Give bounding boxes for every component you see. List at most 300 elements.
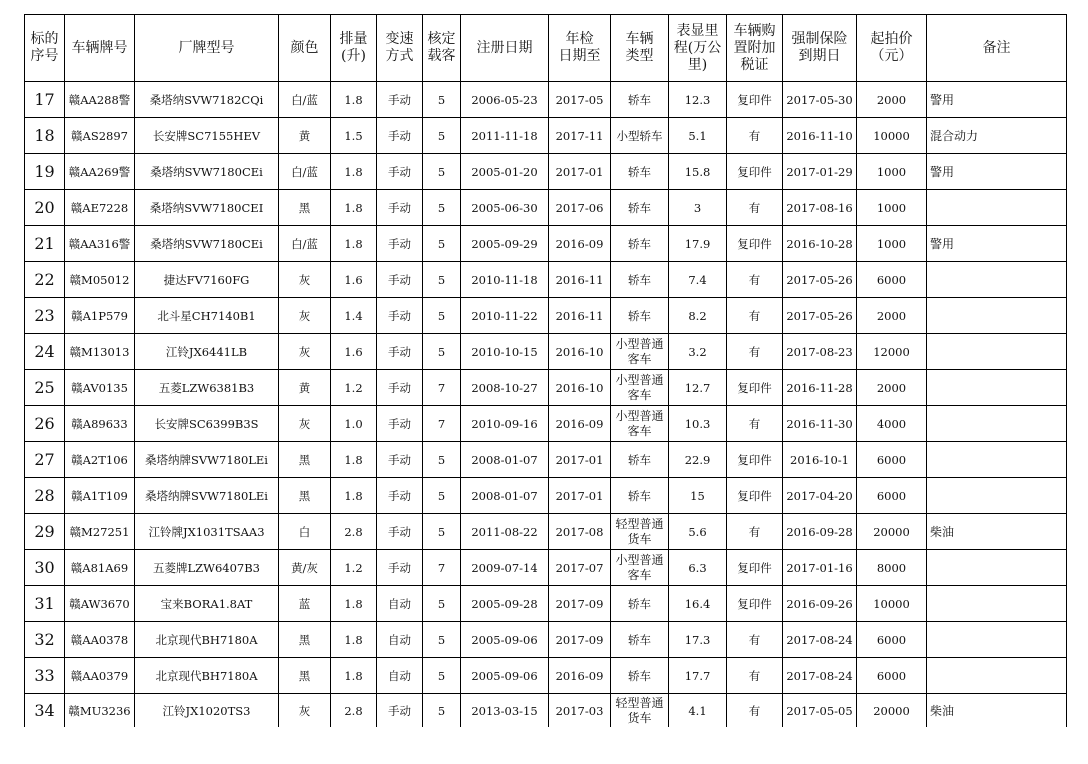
seats-cell: 7	[423, 370, 461, 406]
mileage-cell: 3	[669, 190, 727, 226]
displacement-cell: 1.8	[331, 190, 377, 226]
vehicle-auction-table	[24, 14, 1067, 727]
color-cell: 黄	[279, 370, 331, 406]
mileage-cell: 7.4	[669, 262, 727, 298]
displacement-cell: 1.8	[331, 154, 377, 190]
color-cell: 灰	[279, 298, 331, 334]
inspection-until-cell: 2017-01	[549, 442, 611, 478]
table-row	[25, 550, 1067, 586]
table-row	[25, 190, 1067, 226]
remarks-cell	[927, 190, 1067, 226]
insurance-expiry-cell: 2017-08-23	[783, 334, 857, 370]
color-cell: 白/蓝	[279, 226, 331, 262]
table-row	[25, 226, 1067, 262]
seats-cell: 5	[423, 226, 461, 262]
lot-number-cell: 31	[25, 586, 65, 622]
plate-number-cell: 赣AA316警	[65, 226, 135, 262]
insurance-expiry-cell: 2017-04-20	[783, 478, 857, 514]
inspection-until-cell: 2016-09	[549, 658, 611, 694]
color-cell: 白	[279, 514, 331, 550]
purchase-tax-certificate-cell: 有	[727, 694, 783, 728]
starting-price-cell: 4000	[857, 406, 927, 442]
mileage-cell: 12.7	[669, 370, 727, 406]
lot-number-cell: 34	[25, 694, 65, 728]
color-cell: 灰	[279, 694, 331, 728]
mileage-cell: 8.2	[669, 298, 727, 334]
lot-number-cell: 19	[25, 154, 65, 190]
table-row	[25, 298, 1067, 334]
make-model-cell: 桑塔纳SVW7180CEi	[135, 154, 279, 190]
transmission-cell: 手动	[377, 262, 423, 298]
make-model-cell: 桑塔纳SVW7180CEi	[135, 226, 279, 262]
make-model-cell: 北斗星CH7140B1	[135, 298, 279, 334]
displacement-cell: 1.6	[331, 262, 377, 298]
plate-number-cell: 赣MU3236	[65, 694, 135, 728]
transmission-cell: 手动	[377, 514, 423, 550]
registration-date-cell: 2008-01-07	[461, 478, 549, 514]
insurance-expiry-cell: 2016-09-26	[783, 586, 857, 622]
insurance-expiry-cell: 2016-09-28	[783, 514, 857, 550]
registration-date-cell: 2005-06-30	[461, 190, 549, 226]
color-cell: 白/蓝	[279, 154, 331, 190]
table-row	[25, 694, 1067, 728]
remarks-cell	[927, 262, 1067, 298]
transmission-cell: 自动	[377, 622, 423, 658]
column-header: 排量 (升)	[331, 15, 377, 82]
remarks-cell	[927, 478, 1067, 514]
lot-number-cell: 24	[25, 334, 65, 370]
mileage-cell: 15.8	[669, 154, 727, 190]
remarks-cell: 警用	[927, 154, 1067, 190]
column-header: 厂牌型号	[135, 15, 279, 82]
table-row	[25, 118, 1067, 154]
displacement-cell: 1.8	[331, 586, 377, 622]
vehicle-type-cell: 小型普通 客车	[611, 550, 669, 586]
seats-cell: 5	[423, 442, 461, 478]
lot-number-cell: 17	[25, 82, 65, 118]
column-header: 起拍价 （元）	[857, 15, 927, 82]
registration-date-cell: 2009-07-14	[461, 550, 549, 586]
make-model-cell: 长安牌SC7155HEV	[135, 118, 279, 154]
seats-cell: 7	[423, 550, 461, 586]
plate-number-cell: 赣AA288警	[65, 82, 135, 118]
color-cell: 蓝	[279, 586, 331, 622]
vehicle-type-cell: 轿车	[611, 442, 669, 478]
plate-number-cell: 赣AV0135	[65, 370, 135, 406]
displacement-cell: 1.8	[331, 442, 377, 478]
purchase-tax-certificate-cell: 有	[727, 658, 783, 694]
starting-price-cell: 6000	[857, 262, 927, 298]
seats-cell: 7	[423, 406, 461, 442]
displacement-cell: 1.8	[331, 82, 377, 118]
starting-price-cell: 1000	[857, 190, 927, 226]
plate-number-cell: 赣AA0379	[65, 658, 135, 694]
purchase-tax-certificate-cell: 有	[727, 514, 783, 550]
vehicle-type-cell: 轿车	[611, 190, 669, 226]
displacement-cell: 2.8	[331, 514, 377, 550]
starting-price-cell: 6000	[857, 442, 927, 478]
mileage-cell: 17.9	[669, 226, 727, 262]
table-body	[25, 82, 1067, 728]
plate-number-cell: 赣AW3670	[65, 586, 135, 622]
color-cell: 灰	[279, 262, 331, 298]
inspection-until-cell: 2016-11	[549, 298, 611, 334]
header-row	[25, 15, 1067, 82]
starting-price-cell: 20000	[857, 514, 927, 550]
table-row	[25, 406, 1067, 442]
insurance-expiry-cell: 2017-01-16	[783, 550, 857, 586]
displacement-cell: 1.6	[331, 334, 377, 370]
lot-number-cell: 28	[25, 478, 65, 514]
lot-number-cell: 30	[25, 550, 65, 586]
registration-date-cell: 2010-09-16	[461, 406, 549, 442]
purchase-tax-certificate-cell: 复印件	[727, 226, 783, 262]
displacement-cell: 1.8	[331, 478, 377, 514]
registration-date-cell: 2008-10-27	[461, 370, 549, 406]
starting-price-cell: 10000	[857, 118, 927, 154]
remarks-cell: 警用	[927, 82, 1067, 118]
registration-date-cell: 2005-01-20	[461, 154, 549, 190]
make-model-cell: 桑塔纳牌SVW7180LEi	[135, 442, 279, 478]
displacement-cell: 1.2	[331, 550, 377, 586]
plate-number-cell: 赣A2T106	[65, 442, 135, 478]
column-header: 备注	[927, 15, 1067, 82]
purchase-tax-certificate-cell: 有	[727, 622, 783, 658]
inspection-until-cell: 2017-06	[549, 190, 611, 226]
vehicle-type-cell: 小型普通 客车	[611, 370, 669, 406]
vehicle-type-cell: 轻型普通 货车	[611, 514, 669, 550]
inspection-until-cell: 2017-07	[549, 550, 611, 586]
purchase-tax-certificate-cell: 复印件	[727, 82, 783, 118]
inspection-until-cell: 2016-09	[549, 406, 611, 442]
mileage-cell: 17.3	[669, 622, 727, 658]
starting-price-cell: 6000	[857, 622, 927, 658]
purchase-tax-certificate-cell: 复印件	[727, 370, 783, 406]
inspection-until-cell: 2017-09	[549, 586, 611, 622]
make-model-cell: 江铃牌JX1031TSAA3	[135, 514, 279, 550]
table-row	[25, 658, 1067, 694]
purchase-tax-certificate-cell: 复印件	[727, 550, 783, 586]
purchase-tax-certificate-cell: 复印件	[727, 478, 783, 514]
starting-price-cell: 2000	[857, 82, 927, 118]
inspection-until-cell: 2017-08	[549, 514, 611, 550]
lot-number-cell: 25	[25, 370, 65, 406]
lot-number-cell: 29	[25, 514, 65, 550]
purchase-tax-certificate-cell: 有	[727, 118, 783, 154]
column-header: 注册日期	[461, 15, 549, 82]
lot-number-cell: 33	[25, 658, 65, 694]
purchase-tax-certificate-cell: 有	[727, 262, 783, 298]
vehicle-auction-table-container	[24, 14, 1067, 727]
lot-number-cell: 23	[25, 298, 65, 334]
purchase-tax-certificate-cell: 复印件	[727, 442, 783, 478]
column-header: 颜色	[279, 15, 331, 82]
remarks-cell	[927, 622, 1067, 658]
registration-date-cell: 2008-01-07	[461, 442, 549, 478]
transmission-cell: 手动	[377, 190, 423, 226]
vehicle-type-cell: 小型普通 客车	[611, 406, 669, 442]
registration-date-cell: 2013-03-15	[461, 694, 549, 728]
table-row	[25, 442, 1067, 478]
plate-number-cell: 赣A89633	[65, 406, 135, 442]
inspection-until-cell: 2016-10	[549, 334, 611, 370]
mileage-cell: 4.1	[669, 694, 727, 728]
insurance-expiry-cell: 2017-08-24	[783, 658, 857, 694]
vehicle-type-cell: 小型普通 客车	[611, 334, 669, 370]
column-header: 标的 序号	[25, 15, 65, 82]
seats-cell: 5	[423, 514, 461, 550]
lot-number-cell: 26	[25, 406, 65, 442]
seats-cell: 5	[423, 586, 461, 622]
make-model-cell: 北京现代BH7180A	[135, 622, 279, 658]
displacement-cell: 1.4	[331, 298, 377, 334]
starting-price-cell: 10000	[857, 586, 927, 622]
seats-cell: 5	[423, 154, 461, 190]
column-header: 车辆牌号	[65, 15, 135, 82]
seats-cell: 5	[423, 190, 461, 226]
insurance-expiry-cell: 2017-05-26	[783, 262, 857, 298]
make-model-cell: 桑塔纳SVW7182CQi	[135, 82, 279, 118]
plate-number-cell: 赣AA269警	[65, 154, 135, 190]
transmission-cell: 自动	[377, 658, 423, 694]
insurance-expiry-cell: 2016-11-10	[783, 118, 857, 154]
inspection-until-cell: 2017-05	[549, 82, 611, 118]
make-model-cell: 长安牌SC6399B3S	[135, 406, 279, 442]
displacement-cell: 1.2	[331, 370, 377, 406]
transmission-cell: 手动	[377, 442, 423, 478]
vehicle-type-cell: 轻型普通 货车	[611, 694, 669, 728]
inspection-until-cell: 2016-09	[549, 226, 611, 262]
seats-cell: 5	[423, 82, 461, 118]
mileage-cell: 16.4	[669, 586, 727, 622]
remarks-cell	[927, 370, 1067, 406]
transmission-cell: 手动	[377, 550, 423, 586]
color-cell: 黑	[279, 442, 331, 478]
remarks-cell	[927, 442, 1067, 478]
remarks-cell	[927, 586, 1067, 622]
column-header: 强制保险 到期日	[783, 15, 857, 82]
mileage-cell: 3.2	[669, 334, 727, 370]
seats-cell: 5	[423, 622, 461, 658]
starting-price-cell: 8000	[857, 550, 927, 586]
transmission-cell: 手动	[377, 226, 423, 262]
make-model-cell: 江铃JX1020TS3	[135, 694, 279, 728]
starting-price-cell: 2000	[857, 370, 927, 406]
insurance-expiry-cell: 2016-10-1	[783, 442, 857, 478]
vehicle-type-cell: 轿车	[611, 154, 669, 190]
vehicle-type-cell: 轿车	[611, 262, 669, 298]
transmission-cell: 手动	[377, 334, 423, 370]
make-model-cell: 五菱牌LZW6407B3	[135, 550, 279, 586]
lot-number-cell: 18	[25, 118, 65, 154]
make-model-cell: 江铃JX6441LB	[135, 334, 279, 370]
inspection-until-cell: 2017-01	[549, 154, 611, 190]
vehicle-type-cell: 轿车	[611, 478, 669, 514]
lot-number-cell: 20	[25, 190, 65, 226]
registration-date-cell: 2010-11-22	[461, 298, 549, 334]
registration-date-cell: 2011-08-22	[461, 514, 549, 550]
registration-date-cell: 2005-09-28	[461, 586, 549, 622]
purchase-tax-certificate-cell: 有	[727, 334, 783, 370]
registration-date-cell: 2010-11-18	[461, 262, 549, 298]
plate-number-cell: 赣AA0378	[65, 622, 135, 658]
displacement-cell: 1.0	[331, 406, 377, 442]
table-row	[25, 370, 1067, 406]
mileage-cell: 12.3	[669, 82, 727, 118]
vehicle-type-cell: 轿车	[611, 82, 669, 118]
displacement-cell: 1.8	[331, 658, 377, 694]
seats-cell: 5	[423, 694, 461, 728]
mileage-cell: 10.3	[669, 406, 727, 442]
transmission-cell: 手动	[377, 370, 423, 406]
remarks-cell: 混合动力	[927, 118, 1067, 154]
plate-number-cell: 赣M05012	[65, 262, 135, 298]
remarks-cell	[927, 406, 1067, 442]
starting-price-cell: 6000	[857, 658, 927, 694]
starting-price-cell: 12000	[857, 334, 927, 370]
color-cell: 白/蓝	[279, 82, 331, 118]
inspection-until-cell: 2017-09	[549, 622, 611, 658]
starting-price-cell: 6000	[857, 478, 927, 514]
make-model-cell: 宝来BORA1.8AT	[135, 586, 279, 622]
inspection-until-cell: 2016-10	[549, 370, 611, 406]
make-model-cell: 北京现代BH7180A	[135, 658, 279, 694]
vehicle-type-cell: 轿车	[611, 622, 669, 658]
remarks-cell: 警用	[927, 226, 1067, 262]
transmission-cell: 手动	[377, 406, 423, 442]
mileage-cell: 17.7	[669, 658, 727, 694]
color-cell: 黄	[279, 118, 331, 154]
seats-cell: 5	[423, 478, 461, 514]
column-header: 变速 方式	[377, 15, 423, 82]
mileage-cell: 22.9	[669, 442, 727, 478]
transmission-cell: 自动	[377, 586, 423, 622]
remarks-cell	[927, 658, 1067, 694]
inspection-until-cell: 2017-01	[549, 478, 611, 514]
starting-price-cell: 2000	[857, 298, 927, 334]
registration-date-cell: 2011-11-18	[461, 118, 549, 154]
plate-number-cell: 赣M13013	[65, 334, 135, 370]
table-row	[25, 586, 1067, 622]
color-cell: 黑	[279, 478, 331, 514]
transmission-cell: 手动	[377, 82, 423, 118]
insurance-expiry-cell: 2017-08-16	[783, 190, 857, 226]
plate-number-cell: 赣A1P579	[65, 298, 135, 334]
seats-cell: 5	[423, 298, 461, 334]
insurance-expiry-cell: 2017-05-26	[783, 298, 857, 334]
purchase-tax-certificate-cell: 有	[727, 190, 783, 226]
seats-cell: 5	[423, 118, 461, 154]
vehicle-type-cell: 小型轿车	[611, 118, 669, 154]
insurance-expiry-cell: 2017-05-05	[783, 694, 857, 728]
purchase-tax-certificate-cell: 有	[727, 298, 783, 334]
table-row	[25, 622, 1067, 658]
column-header: 核定 载客	[423, 15, 461, 82]
registration-date-cell: 2005-09-06	[461, 622, 549, 658]
inspection-until-cell: 2017-03	[549, 694, 611, 728]
column-header: 年检 日期至	[549, 15, 611, 82]
vehicle-type-cell: 轿车	[611, 658, 669, 694]
transmission-cell: 手动	[377, 298, 423, 334]
mileage-cell: 6.3	[669, 550, 727, 586]
remarks-cell	[927, 550, 1067, 586]
make-model-cell: 桑塔纳SVW7180CEI	[135, 190, 279, 226]
inspection-until-cell: 2017-11	[549, 118, 611, 154]
transmission-cell: 手动	[377, 694, 423, 728]
table-row	[25, 478, 1067, 514]
purchase-tax-certificate-cell: 复印件	[727, 154, 783, 190]
table-row	[25, 154, 1067, 190]
insurance-expiry-cell: 2017-08-24	[783, 622, 857, 658]
seats-cell: 5	[423, 658, 461, 694]
displacement-cell: 1.8	[331, 622, 377, 658]
insurance-expiry-cell: 2017-01-29	[783, 154, 857, 190]
registration-date-cell: 2010-10-15	[461, 334, 549, 370]
plate-number-cell: 赣AS2897	[65, 118, 135, 154]
seats-cell: 5	[423, 334, 461, 370]
displacement-cell: 1.5	[331, 118, 377, 154]
purchase-tax-certificate-cell: 有	[727, 406, 783, 442]
plate-number-cell: 赣A81A69	[65, 550, 135, 586]
insurance-expiry-cell: 2016-11-30	[783, 406, 857, 442]
table-row	[25, 334, 1067, 370]
remarks-cell: 柴油	[927, 514, 1067, 550]
starting-price-cell: 1000	[857, 226, 927, 262]
mileage-cell: 5.6	[669, 514, 727, 550]
purchase-tax-certificate-cell: 复印件	[727, 586, 783, 622]
color-cell: 灰	[279, 406, 331, 442]
make-model-cell: 桑塔纳牌SVW7180LEi	[135, 478, 279, 514]
column-header: 车辆 类型	[611, 15, 669, 82]
remarks-cell	[927, 298, 1067, 334]
mileage-cell: 15	[669, 478, 727, 514]
transmission-cell: 手动	[377, 118, 423, 154]
color-cell: 灰	[279, 334, 331, 370]
insurance-expiry-cell: 2016-10-28	[783, 226, 857, 262]
color-cell: 黄/灰	[279, 550, 331, 586]
seats-cell: 5	[423, 262, 461, 298]
make-model-cell: 五菱LZW6381B3	[135, 370, 279, 406]
registration-date-cell: 2006-05-23	[461, 82, 549, 118]
registration-date-cell: 2005-09-06	[461, 658, 549, 694]
starting-price-cell: 1000	[857, 154, 927, 190]
color-cell: 黑	[279, 622, 331, 658]
transmission-cell: 手动	[377, 154, 423, 190]
lot-number-cell: 27	[25, 442, 65, 478]
table-row	[25, 262, 1067, 298]
table-row	[25, 82, 1067, 118]
remarks-cell: 柴油	[927, 694, 1067, 728]
starting-price-cell: 20000	[857, 694, 927, 728]
make-model-cell: 捷达FV7160FG	[135, 262, 279, 298]
inspection-until-cell: 2016-11	[549, 262, 611, 298]
remarks-cell	[927, 334, 1067, 370]
displacement-cell: 2.8	[331, 694, 377, 728]
lot-number-cell: 22	[25, 262, 65, 298]
plate-number-cell: 赣A1T109	[65, 478, 135, 514]
lot-number-cell: 21	[25, 226, 65, 262]
registration-date-cell: 2005-09-29	[461, 226, 549, 262]
color-cell: 黑	[279, 190, 331, 226]
mileage-cell: 5.1	[669, 118, 727, 154]
column-header: 表显里 程(万公 里)	[669, 15, 727, 82]
lot-number-cell: 32	[25, 622, 65, 658]
vehicle-type-cell: 轿车	[611, 586, 669, 622]
insurance-expiry-cell: 2016-11-28	[783, 370, 857, 406]
transmission-cell: 手动	[377, 478, 423, 514]
vehicle-type-cell: 轿车	[611, 226, 669, 262]
displacement-cell: 1.8	[331, 226, 377, 262]
